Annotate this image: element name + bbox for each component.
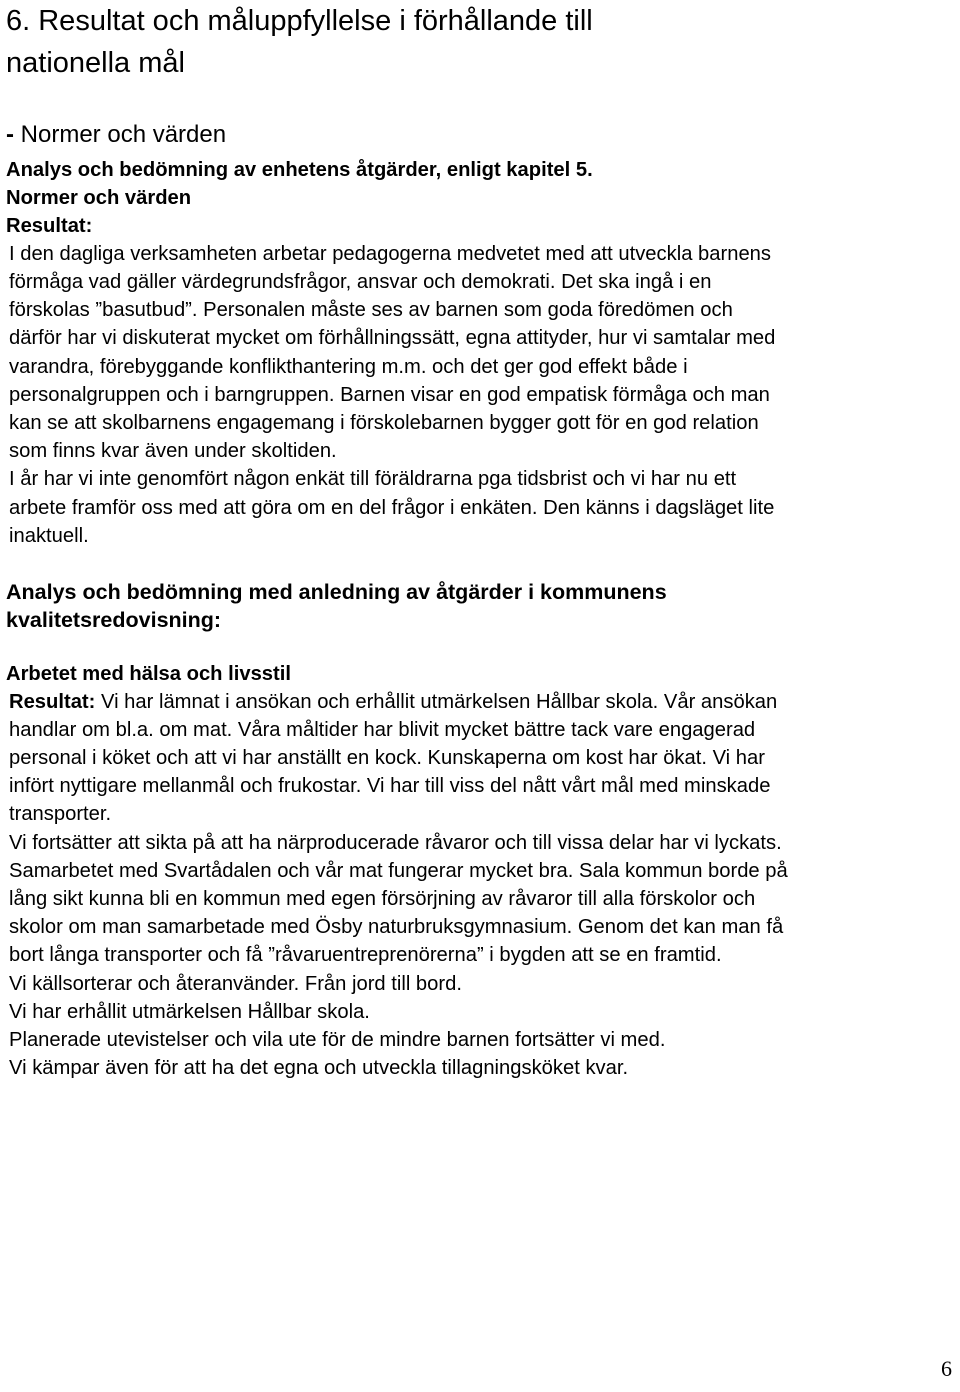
- page-number: 6: [941, 1356, 952, 1381]
- paragraph-line: bort långa transporter och få ”råvaruentreprenörerna” i bygden att se en framtid.: [9, 944, 722, 966]
- analysis-heading: Analys och bedömning av enhetens åtgärder, enligt kapitel 5.: [6, 159, 593, 181]
- paragraph-line: personal i köket och att vi har anställt en kock. Kunskaperna om kost har ökat. Vi har: [9, 747, 765, 769]
- paragraph-line: arbete framför oss med att göra om en del frågor i enkäten. Den känns i dagsläget lite: [9, 497, 775, 519]
- paragraph-line: förmåga vad gäller värdegrundsfrågor, ansvar och demokrati. Det ska ingå i en: [9, 271, 712, 293]
- result-label: Resultat:: [6, 215, 93, 237]
- paragraph-line: infört nyttigare mellanmål och frukostar. Vi har till viss del nått vårt mål med minskade: [9, 775, 771, 797]
- paragraph-line: Resultat: Vi har lämnat i ansökan och erhållit utmärkelsen Hållbar skola. Vår ansökan: [9, 691, 778, 713]
- paragraph-line: lång sikt kunna bli en kommun med egen försörjning av råvaror till alla förskolor och: [9, 888, 756, 910]
- paragraph-line: förskolas ”basutbud”. Personalen måste ses av barnen som goda föredömen och: [9, 299, 733, 321]
- norms-title: Normer och värden: [6, 187, 192, 209]
- page-title: [6, 0, 946, 84]
- paragraph-line: personalgruppen och i barngruppen. Barnen visar en god empatisk förmåga och man: [9, 384, 770, 406]
- paragraph-line: Vi kämpar även för att ha det egna och utveckla tillagningsköket kvar.: [9, 1057, 629, 1079]
- paragraph-line: kan se att skolbarnens engagemang i förskolebarnen bygger gott för en god relation: [9, 412, 759, 434]
- paragraph-line: inaktuell.: [9, 525, 89, 547]
- paragraph-line: Vi har erhållit utmärkelsen Hållbar skola.: [9, 1001, 370, 1023]
- paragraph-line: handlar om bl.a. om mat. Våra måltider har blivit mycket bättre tack vare engagerad: [9, 719, 756, 741]
- paragraph-line: därför har vi diskuterat mycket om förhållningssätt, egna attityder, hur vi samtalar med: [9, 327, 776, 349]
- paragraph-line: transporter.: [9, 803, 112, 825]
- paragraph-line: varandra, förebyggande konflikthantering m.m. och det ger god effekt både i: [9, 356, 688, 378]
- page-title-line-1: 6. Resultat och måluppfyllelse i förhållande till: [6, 5, 593, 37]
- health-title: Arbetet med hälsa och livsstil: [6, 663, 291, 685]
- paragraph-line: Planerade utevistelser och vila ute för de mindre barnen fortsätter vi med.: [9, 1029, 666, 1051]
- paragraph-line: Vi källsorterar och återanvänder. Från jord till bord.: [9, 973, 462, 995]
- paragraph-line: I den dagliga verksamheten arbetar pedagogerna medvetet med att utveckla barnens: [9, 243, 771, 265]
- municipal-section-title-line-1: Analys och bedömning med anledning av åtgärder i kommunens: [6, 580, 667, 604]
- paragraph-line: I år har vi inte genomfört någon enkät till föräldrarna pga tidsbrist och vi har nu ett: [9, 468, 737, 490]
- paragraph-line: Samarbetet med Svartådalen och vår mat fungerar mycket bra. Sala kommun borde på: [9, 860, 788, 882]
- paragraph-line: skolor om man samarbetade med Ösby naturbruksgymnasium. Genom det kan man få: [9, 916, 784, 938]
- sub-heading: - Normer och värden: [6, 121, 227, 148]
- paragraph-line: som finns kvar även under skoltiden.: [9, 440, 337, 462]
- result-label: Resultat:: [9, 691, 96, 713]
- municipal-section-title-line-2: kvalitetsredovisning:: [6, 608, 222, 632]
- paragraph-line: Vi fortsätter att sikta på att ha närproducerade råvaror och till vissa delar har vi lyckats.: [9, 832, 782, 854]
- page-title-line-2: nationella mål: [6, 47, 185, 79]
